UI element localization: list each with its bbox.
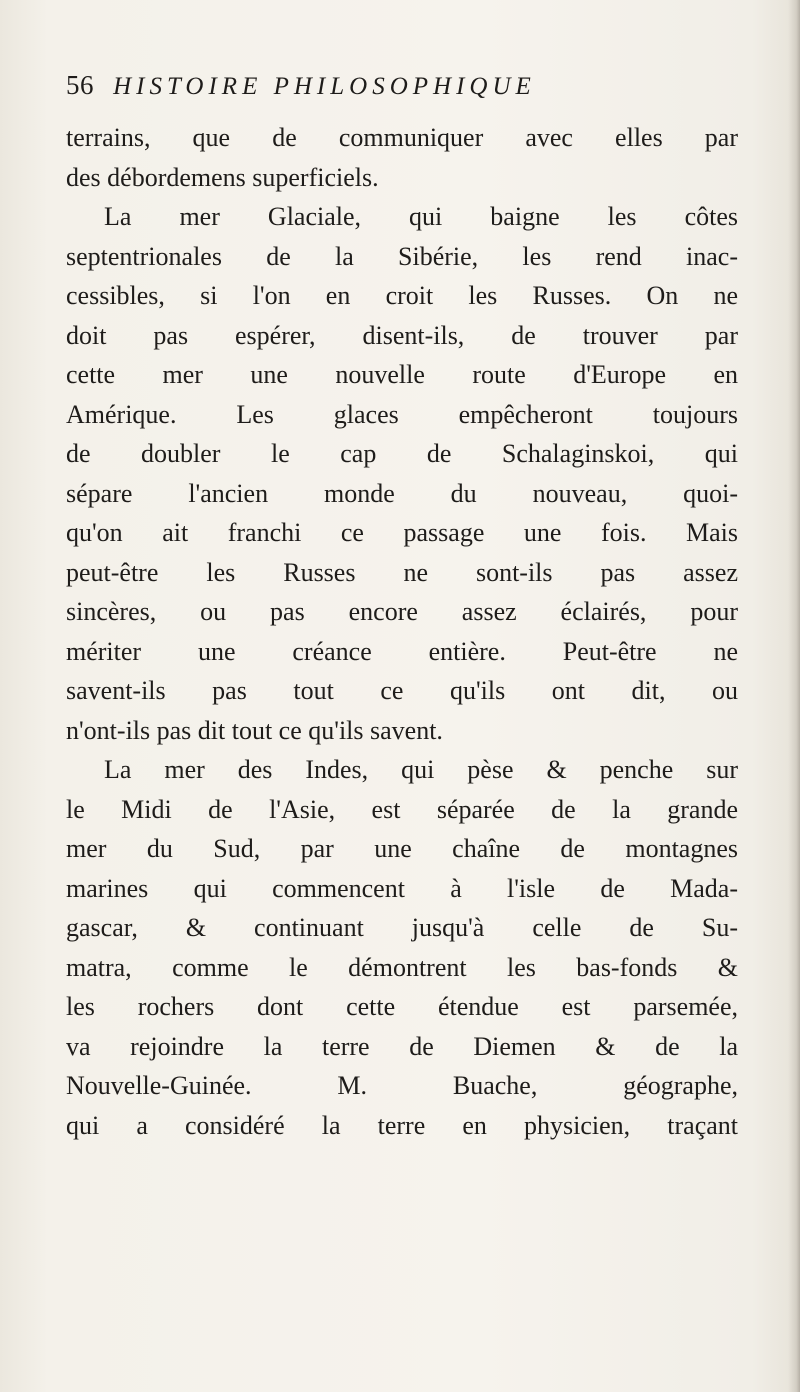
text-line: mériter une créance entière. Peut-être ne	[66, 636, 738, 666]
text-line: La mer des Indes, qui pèse & penche sur	[104, 755, 738, 784]
page-edge-shadow	[788, 0, 800, 1392]
text-line: savent-ils pas tout ce qu'ils ont dit, ou	[66, 676, 738, 705]
text-line: qui a considéré la terre en physicien, traçant	[66, 1110, 738, 1140]
text-line: le Midi de l'Asie, est séparée de la grande	[66, 794, 738, 824]
text-line: mer du Sud, par une chaîne de montagnes	[66, 834, 738, 863]
text-line: va rejoindre la terre de Diemen & de la	[66, 1031, 738, 1061]
text-line: Amérique. Les glaces empêcheront toujours	[66, 399, 738, 429]
text-line: marines qui commencent à l'isle de Mada-	[66, 873, 738, 903]
text-line: Nouvelle-Guinée. M. Buache, géographe,	[66, 1071, 738, 1100]
running-title: HISTOIRE PHILOSOPHIQUE	[113, 73, 536, 100]
text-line: cessibles, si l'on en croit les Russes. On ne	[66, 281, 738, 310]
text-line: cette mer une nouvelle route d'Europe en	[66, 360, 738, 389]
page-number: 56	[66, 70, 94, 100]
text-line: terrains, que de communiquer avec elles par	[66, 123, 738, 152]
text-line: de doubler le cap de Schalaginskoi, qui	[66, 439, 738, 468]
text-line: qu'on ait franchi ce passage une fois. Mais	[66, 518, 738, 547]
text-line: septentrionales de la Sibérie, les rend inac-	[66, 241, 738, 271]
text-line: les rochers dont cette étendue est parsemée,	[66, 992, 738, 1021]
text-line: doit pas espérer, disent-ils, de trouver par	[66, 320, 738, 350]
running-head	[66, 70, 736, 110]
text-line: peut-être les Russes ne sont-ils pas assez	[66, 557, 738, 587]
text-line: n'ont-ils pas dit tout ce qu'ils savent.	[66, 715, 443, 745]
text-line: des débordemens superficiels.	[66, 162, 379, 192]
body-text	[66, 118, 738, 1145]
text-line: matra, comme le démontrent les bas-fonds &	[66, 952, 738, 982]
text-line: sépare l'ancien monde du nouveau, quoi-	[66, 478, 738, 508]
text-line: gascar, & continuant jusqu'à celle de Su-	[66, 913, 738, 942]
text-line: La mer Glaciale, qui baigne les côtes	[104, 202, 738, 231]
text-line: sincères, ou pas encore assez éclairés, pour	[66, 597, 738, 626]
